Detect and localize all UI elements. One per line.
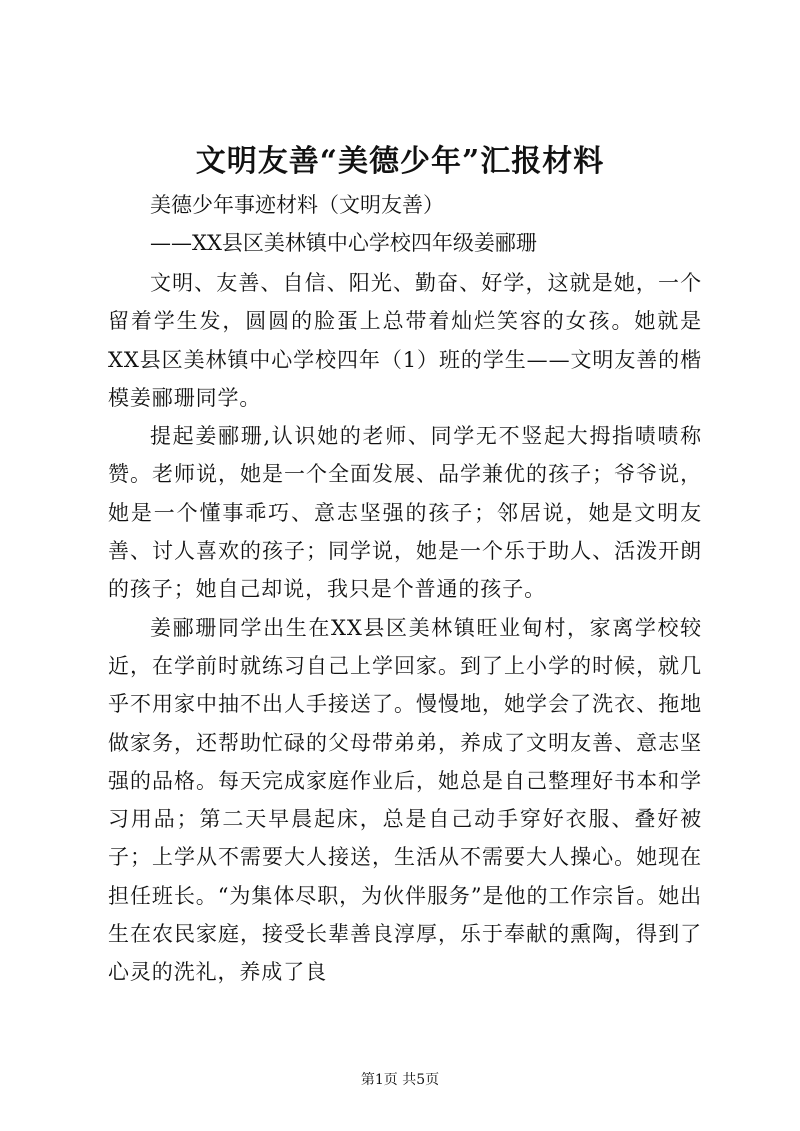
document-title: 文明友善“美德少年”汇报材料 <box>195 144 605 179</box>
paragraph: 文明、友善、自信、阳光、勤奋、好学，这就是她，一个留着学生发，圆圆的脸蛋上总带着灿烂笑容的女孩。她就是XX县区美林镇中心学校四年（1）班的学生——文明友善的楷模姜郦珊同学。 <box>108 271 702 410</box>
document-subtitle: 美德少年事迹材料（文明友善） <box>150 193 444 217</box>
page-indicator: 第1页 共5页 <box>360 1072 440 1088</box>
paragraph: 提起姜郦珊,认识她的老师、同学无不竖起大拇指啧啧称赞。老师说，她是一个全面发展、品学兼优的孩子；爷爷说，她是一个懂事乖巧、意志坚强的孩子；邻居说，她是文明友善、讨人喜欢的孩子；同学说，她是一个乐于助人、活泼开朗的孩子；她自己却说，我只是个普通的孩子。 <box>108 424 702 602</box>
author-line: ——XX县区美林镇中心学校四年级姜郦珊 <box>150 231 537 255</box>
document-body <box>108 264 702 992</box>
paragraph: 姜郦珊同学出生在XX县区美林镇旺业甸村，家离学校较近，在学前时就练习自己上学回家。到了上小学的时候，就几乎不用家中抽不出人手接送了。慢慢地，她学会了洗衣、拖地做家务，还帮助忙碌的父母带弟弟，养成了文明友善、意志坚强的品格。每天完成家庭作业后，她总是自己整理好书本和学习用品；第二天早晨起床，总是自己动手穿好衣服、叠好被子；上学从不需要大人接送，生活从不需要大人操心。她现在担任班长。“为集体尽职，为伙伴服务”是他的工作宗旨。她出生在农民家庭，接受长辈善良淳厚，乐于奉献的熏陶，得到了心灵的洗礼，养成了良 <box>108 615 702 985</box>
